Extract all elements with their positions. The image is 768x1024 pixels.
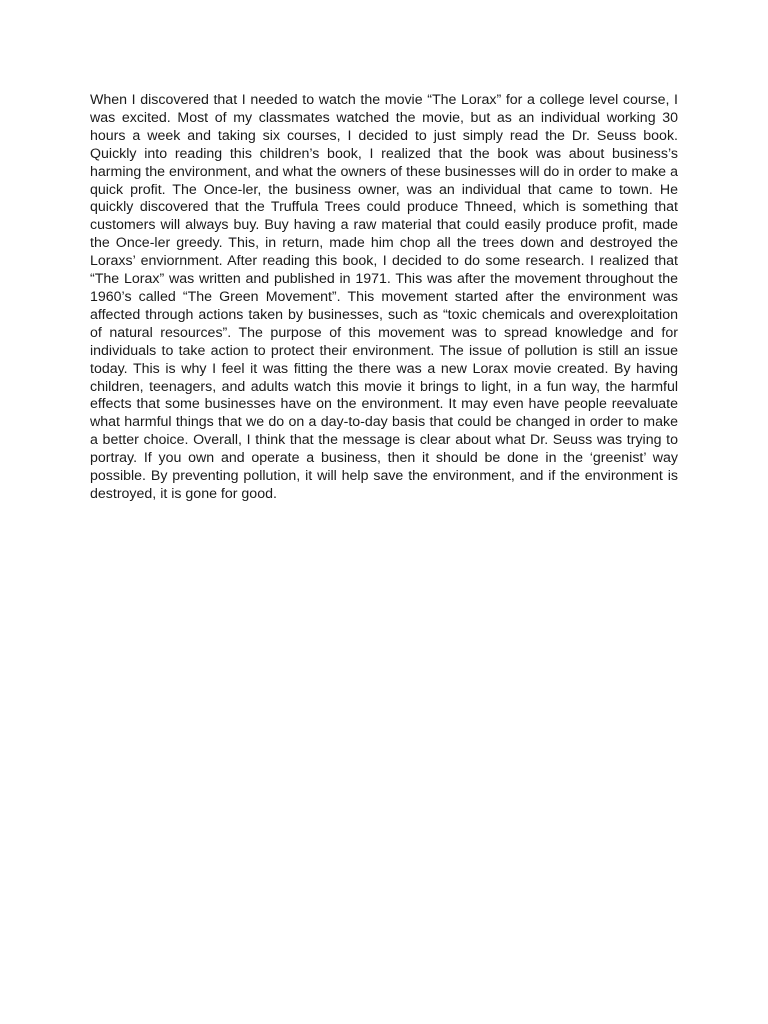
essay-paragraph: When I discovered that I needed to watch the movie “The Lorax” for a college level course, I was excited. Most of my classmates watched the movie, but as an individual working 30 hours a week and taking six courses, I decided to just simply read the Dr. Seuss book. Quickly into reading this children’s book, I realized that the book was about business’s harming the environment, and what the owners of these businesses will do in order to make a quick profit. The Once-ler, the business owner, was an individual that came to town. He quickly discovered that the Truffula Trees could produce Thneed, which is something that customers will always buy. Buy having a raw material that could easily produce profit, made the Once-ler greedy. This, in return, made him chop all the trees down and destroyed the Loraxs’ enviornment. After reading this book, I decided to do some research. I realized that “The Lorax” was written and published in 1971. This was after the movement throughout the 1960’s called “The Green Movement”. This movement started after the environment was affected through actions taken by businesses, such as “toxic chemicals and overexploitation of natural resources”. The purpose of this movement was to spread knowledge and for individuals to take action to protect their environment. The issue of pollution is still an issue today. This is why I feel it was fitting the there was a new Lorax movie created. By having children, teenagers, and adults watch this movie it brings to light, in a fun way, the harmful effects that some businesses have on the environment. It may even have people reevaluate what harmful things that we do on a day-to-day basis that could be changed in order to make a better choice. Overall, I think that the message is clear about what Dr. Seuss was trying to portray. If you own and operate a business, then it should be done in the ‘greenist’ way possible. By preventing pollution, it will help save the environment, and if the environment is destroyed, it is gone for good. bbox=[90, 92, 678, 502]
